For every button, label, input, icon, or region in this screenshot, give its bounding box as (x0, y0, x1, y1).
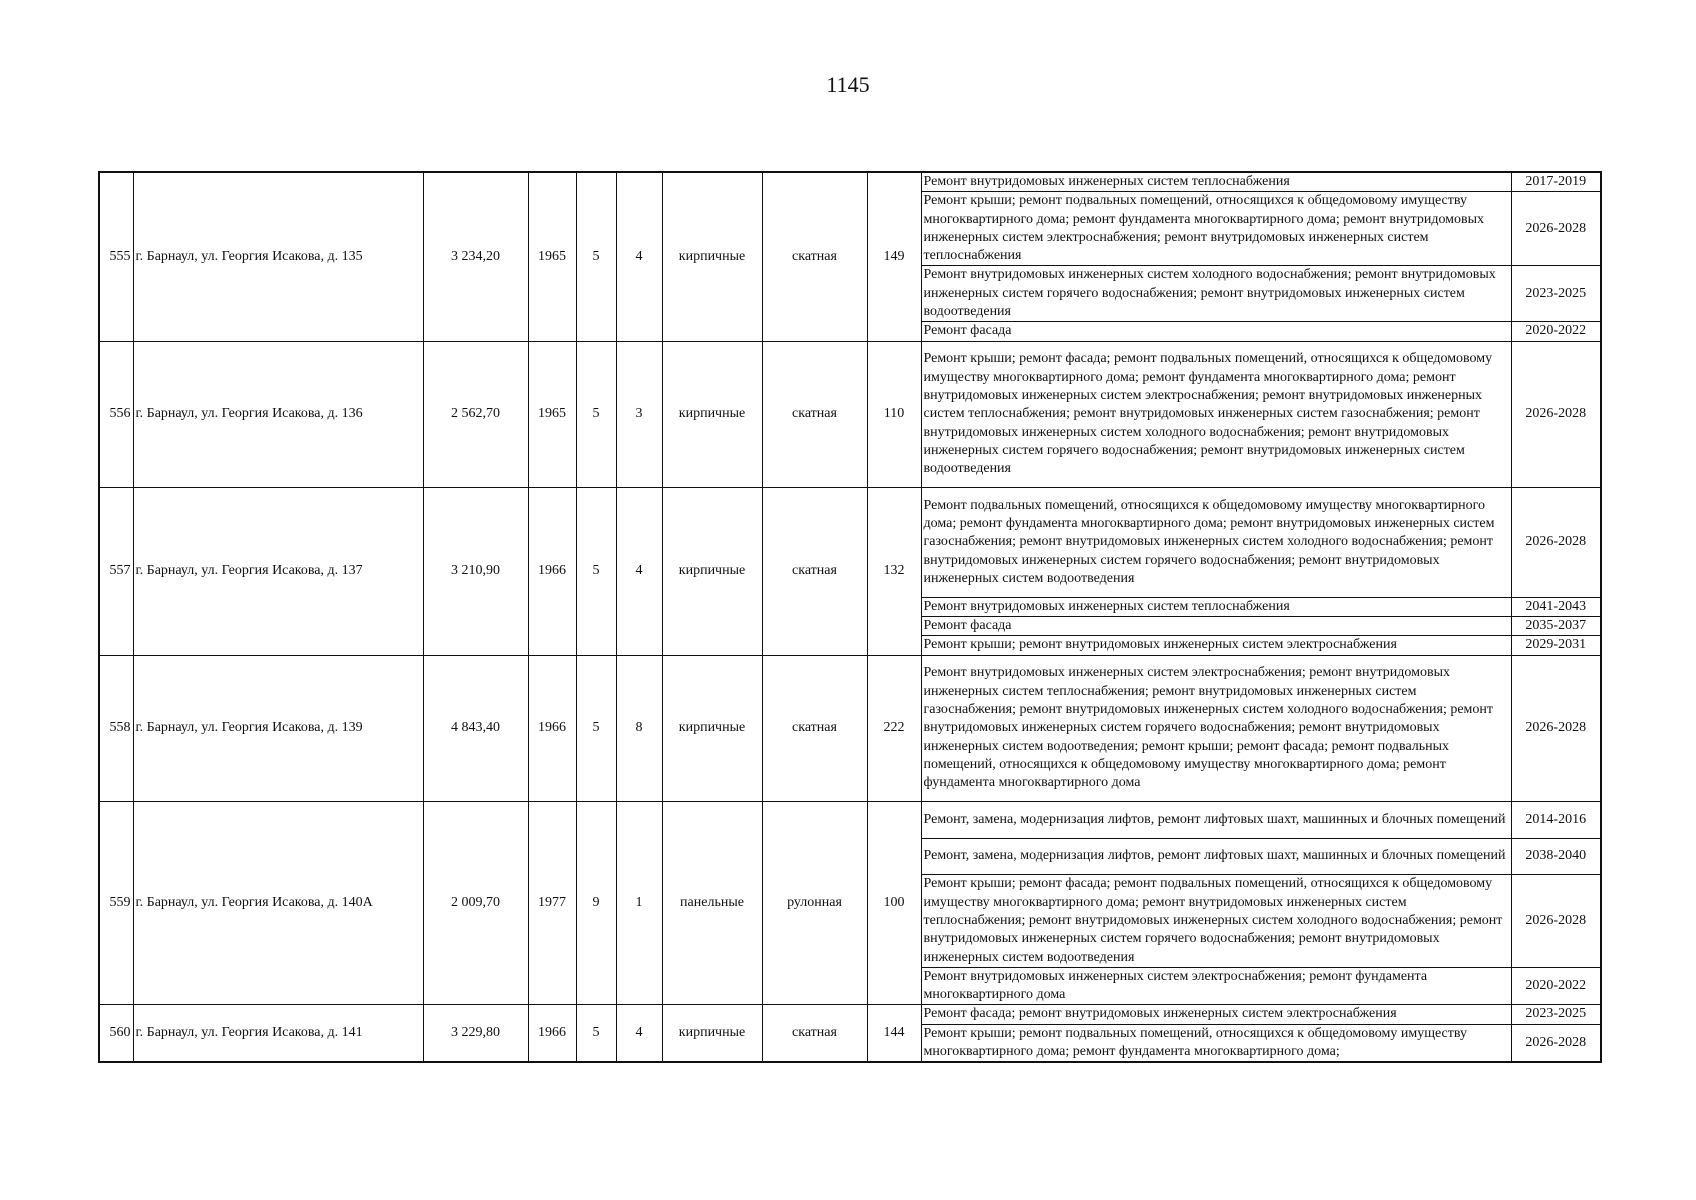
work-period: 2020-2022 (1511, 967, 1601, 1005)
address-cell: г. Барнаул, ул. Георгия Исакова, д. 137 (133, 488, 423, 656)
page-number: 1145 (826, 72, 870, 97)
buildings-table (98, 171, 1602, 1063)
table-row (99, 802, 1601, 839)
roof-cell: рулонная (762, 802, 867, 1005)
units-cell: 110 (867, 341, 921, 487)
floors-cell: 5 (576, 172, 616, 341)
area-cell: 3 234,20 (423, 172, 528, 341)
roof-cell: скатная (762, 1005, 867, 1062)
table-row (99, 1005, 1601, 1024)
units-cell: 132 (867, 488, 921, 656)
work-description: Ремонт внутридомовых инженерных систем теплоснабжения (921, 597, 1511, 616)
row-number: 555 (99, 172, 133, 341)
walls-cell: кирпичные (662, 655, 762, 801)
floors-cell: 5 (576, 655, 616, 801)
roof-cell: скатная (762, 655, 867, 801)
units-cell: 100 (867, 802, 921, 1005)
work-period: 2029-2031 (1511, 636, 1601, 655)
address-cell: г. Барнаул, ул. Георгия Исакова, д. 140А (133, 802, 423, 1005)
work-description: Ремонт, замена, модернизация лифтов, ремонт лифтовых шахт, машинных и блочных помещений (921, 802, 1511, 839)
area-cell: 3 210,90 (423, 488, 528, 656)
row-number: 558 (99, 655, 133, 801)
floors-cell: 5 (576, 341, 616, 487)
address-cell: г. Барнаул, ул. Георгия Исакова, д. 136 (133, 341, 423, 487)
area-cell: 3 229,80 (423, 1005, 528, 1062)
entrances-cell: 8 (616, 655, 662, 801)
work-period: 2014-2016 (1511, 802, 1601, 839)
row-number: 559 (99, 802, 133, 1005)
work-period: 2038-2040 (1511, 838, 1601, 875)
units-cell: 222 (867, 655, 921, 801)
walls-cell: панельные (662, 802, 762, 1005)
row-number: 557 (99, 488, 133, 656)
table-row (99, 341, 1601, 487)
work-period: 2017-2019 (1511, 172, 1601, 192)
year-cell: 1977 (528, 802, 576, 1005)
work-period: 2026-2028 (1511, 341, 1601, 487)
address-cell: г. Барнаул, ул. Георгия Исакова, д. 139 (133, 655, 423, 801)
walls-cell: кирпичные (662, 488, 762, 656)
walls-cell: кирпичные (662, 341, 762, 487)
work-period: 2026-2028 (1511, 192, 1601, 266)
work-description: Ремонт подвальных помещений, относящихся к общедомовому имуществу многоквартирного дома; ремонт фундамента многоквартирного дома; ремонт внутридомовых инженерных систем газоснабжения; ремонт внутридомовых инженерных систем холодного водоснабжения; ремонт внутридомовых инженерных систем горячего водоснабжения; ремонт внутридомовых инженерных систем водоотведения (921, 488, 1511, 598)
units-cell: 144 (867, 1005, 921, 1062)
floors-cell: 5 (576, 488, 616, 656)
row-number: 560 (99, 1005, 133, 1062)
work-description: Ремонт крыши; ремонт внутридомовых инженерных систем электроснабжения (921, 636, 1511, 655)
address-cell: г. Барнаул, ул. Георгия Исакова, д. 135 (133, 172, 423, 341)
work-description: Ремонт крыши; ремонт подвальных помещений, относящихся к общедомовому имуществу многоквартирного дома; ремонт фундамента многоквартирного дома; ремонт внутридомовых инженерных систем электроснабжения; ремонт внутридомовых инженерных систем теплоснабжения (921, 192, 1511, 266)
year-cell: 1966 (528, 1005, 576, 1062)
floors-cell: 9 (576, 802, 616, 1005)
table-row (99, 488, 1601, 598)
work-description: Ремонт внутридомовых инженерных систем холодного водоснабжения; ремонт внутридомовых инженерных систем горячего водоснабжения; ремонт внутридомовых инженерных систем водоотведения (921, 266, 1511, 322)
area-cell: 2 009,70 (423, 802, 528, 1005)
work-description: Ремонт крыши; ремонт фасада; ремонт подвальных помещений, относящихся к общедомовому имуществу многоквартирного дома; ремонт фундамента многоквартирного дома; ремонт внутридомовых инженерных систем электроснабжения; ремонт внутридомовых инженерных систем теплоснабжения; ремонт внутридомовых инженерных систем газоснабжения; ремонт внутридомовых инженерных систем холодного водоснабжения; ремонт внутридомовых инженерных систем горячего водоснабжения; ремонт внутридомовых инженерных систем водоотведения (921, 341, 1511, 487)
year-cell: 1965 (528, 341, 576, 487)
year-cell: 1966 (528, 488, 576, 656)
roof-cell: скатная (762, 341, 867, 487)
work-period: 2023-2025 (1511, 1005, 1601, 1024)
work-description: Ремонт фасада (921, 322, 1511, 341)
work-description: Ремонт фасада (921, 617, 1511, 636)
work-description: Ремонт внутридомовых инженерных систем электроснабжения; ремонт внутридомовых инженерных систем теплоснабжения; ремонт внутридомовых инженерных систем газоснабжения; ремонт внутридомовых инженерных систем холодного водоснабжения; ремонт внутридомовых инженерных систем горячего водоснабжения; ремонт внутридомовых инженерных систем водоотведения; ремонт крыши; ремонт фасада; ремонт подвальных помещений, относящихся к общедомовому имуществу многоквартирного дома; ремонт фундамента многоквартирного дома (921, 655, 1511, 801)
entrances-cell: 4 (616, 488, 662, 656)
units-cell: 149 (867, 172, 921, 341)
work-description: Ремонт внутридомовых инженерных систем теплоснабжения (921, 172, 1511, 192)
area-cell: 4 843,40 (423, 655, 528, 801)
work-description: Ремонт внутридомовых инженерных систем электроснабжения; ремонт фундамента многоквартирного дома (921, 967, 1511, 1005)
work-description: Ремонт фасада; ремонт внутридомовых инженерных систем электроснабжения (921, 1005, 1511, 1024)
work-period: 2041-2043 (1511, 597, 1601, 616)
row-number: 556 (99, 341, 133, 487)
area-cell: 2 562,70 (423, 341, 528, 487)
work-period: 2026-2028 (1511, 1024, 1601, 1062)
entrances-cell: 3 (616, 341, 662, 487)
work-period: 2026-2028 (1511, 488, 1601, 598)
walls-cell: кирпичные (662, 1005, 762, 1062)
work-description: Ремонт крыши; ремонт фасада; ремонт подвальных помещений, относящихся к общедомовому имуществу многоквартирного дома; ремонт внутридомовых инженерных систем теплоснабжения; ремонт внутридомовых инженерных систем холодного водоснабжения; ремонт внутридомовых инженерных систем горячего водоснабжения; ремонт внутридомовых инженерных систем водоотведения (921, 875, 1511, 967)
work-description: Ремонт крыши; ремонт подвальных помещений, относящихся к общедомовому имуществу многоквартирного дома; ремонт фундамента многоквартирного дома; (921, 1024, 1511, 1062)
table-row (99, 172, 1601, 192)
year-cell: 1965 (528, 172, 576, 341)
entrances-cell: 4 (616, 172, 662, 341)
table-row (99, 655, 1601, 801)
entrances-cell: 1 (616, 802, 662, 1005)
work-period: 2026-2028 (1511, 875, 1601, 967)
work-period: 2023-2025 (1511, 266, 1601, 322)
roof-cell: скатная (762, 488, 867, 656)
floors-cell: 5 (576, 1005, 616, 1062)
entrances-cell: 4 (616, 1005, 662, 1062)
work-period: 2020-2022 (1511, 322, 1601, 341)
work-period: 2026-2028 (1511, 655, 1601, 801)
work-period: 2035-2037 (1511, 617, 1601, 636)
roof-cell: скатная (762, 172, 867, 341)
year-cell: 1966 (528, 655, 576, 801)
walls-cell: кирпичные (662, 172, 762, 341)
address-cell: г. Барнаул, ул. Георгия Исакова, д. 141 (133, 1005, 423, 1062)
work-description: Ремонт, замена, модернизация лифтов, ремонт лифтовых шахт, машинных и блочных помещений (921, 838, 1511, 875)
